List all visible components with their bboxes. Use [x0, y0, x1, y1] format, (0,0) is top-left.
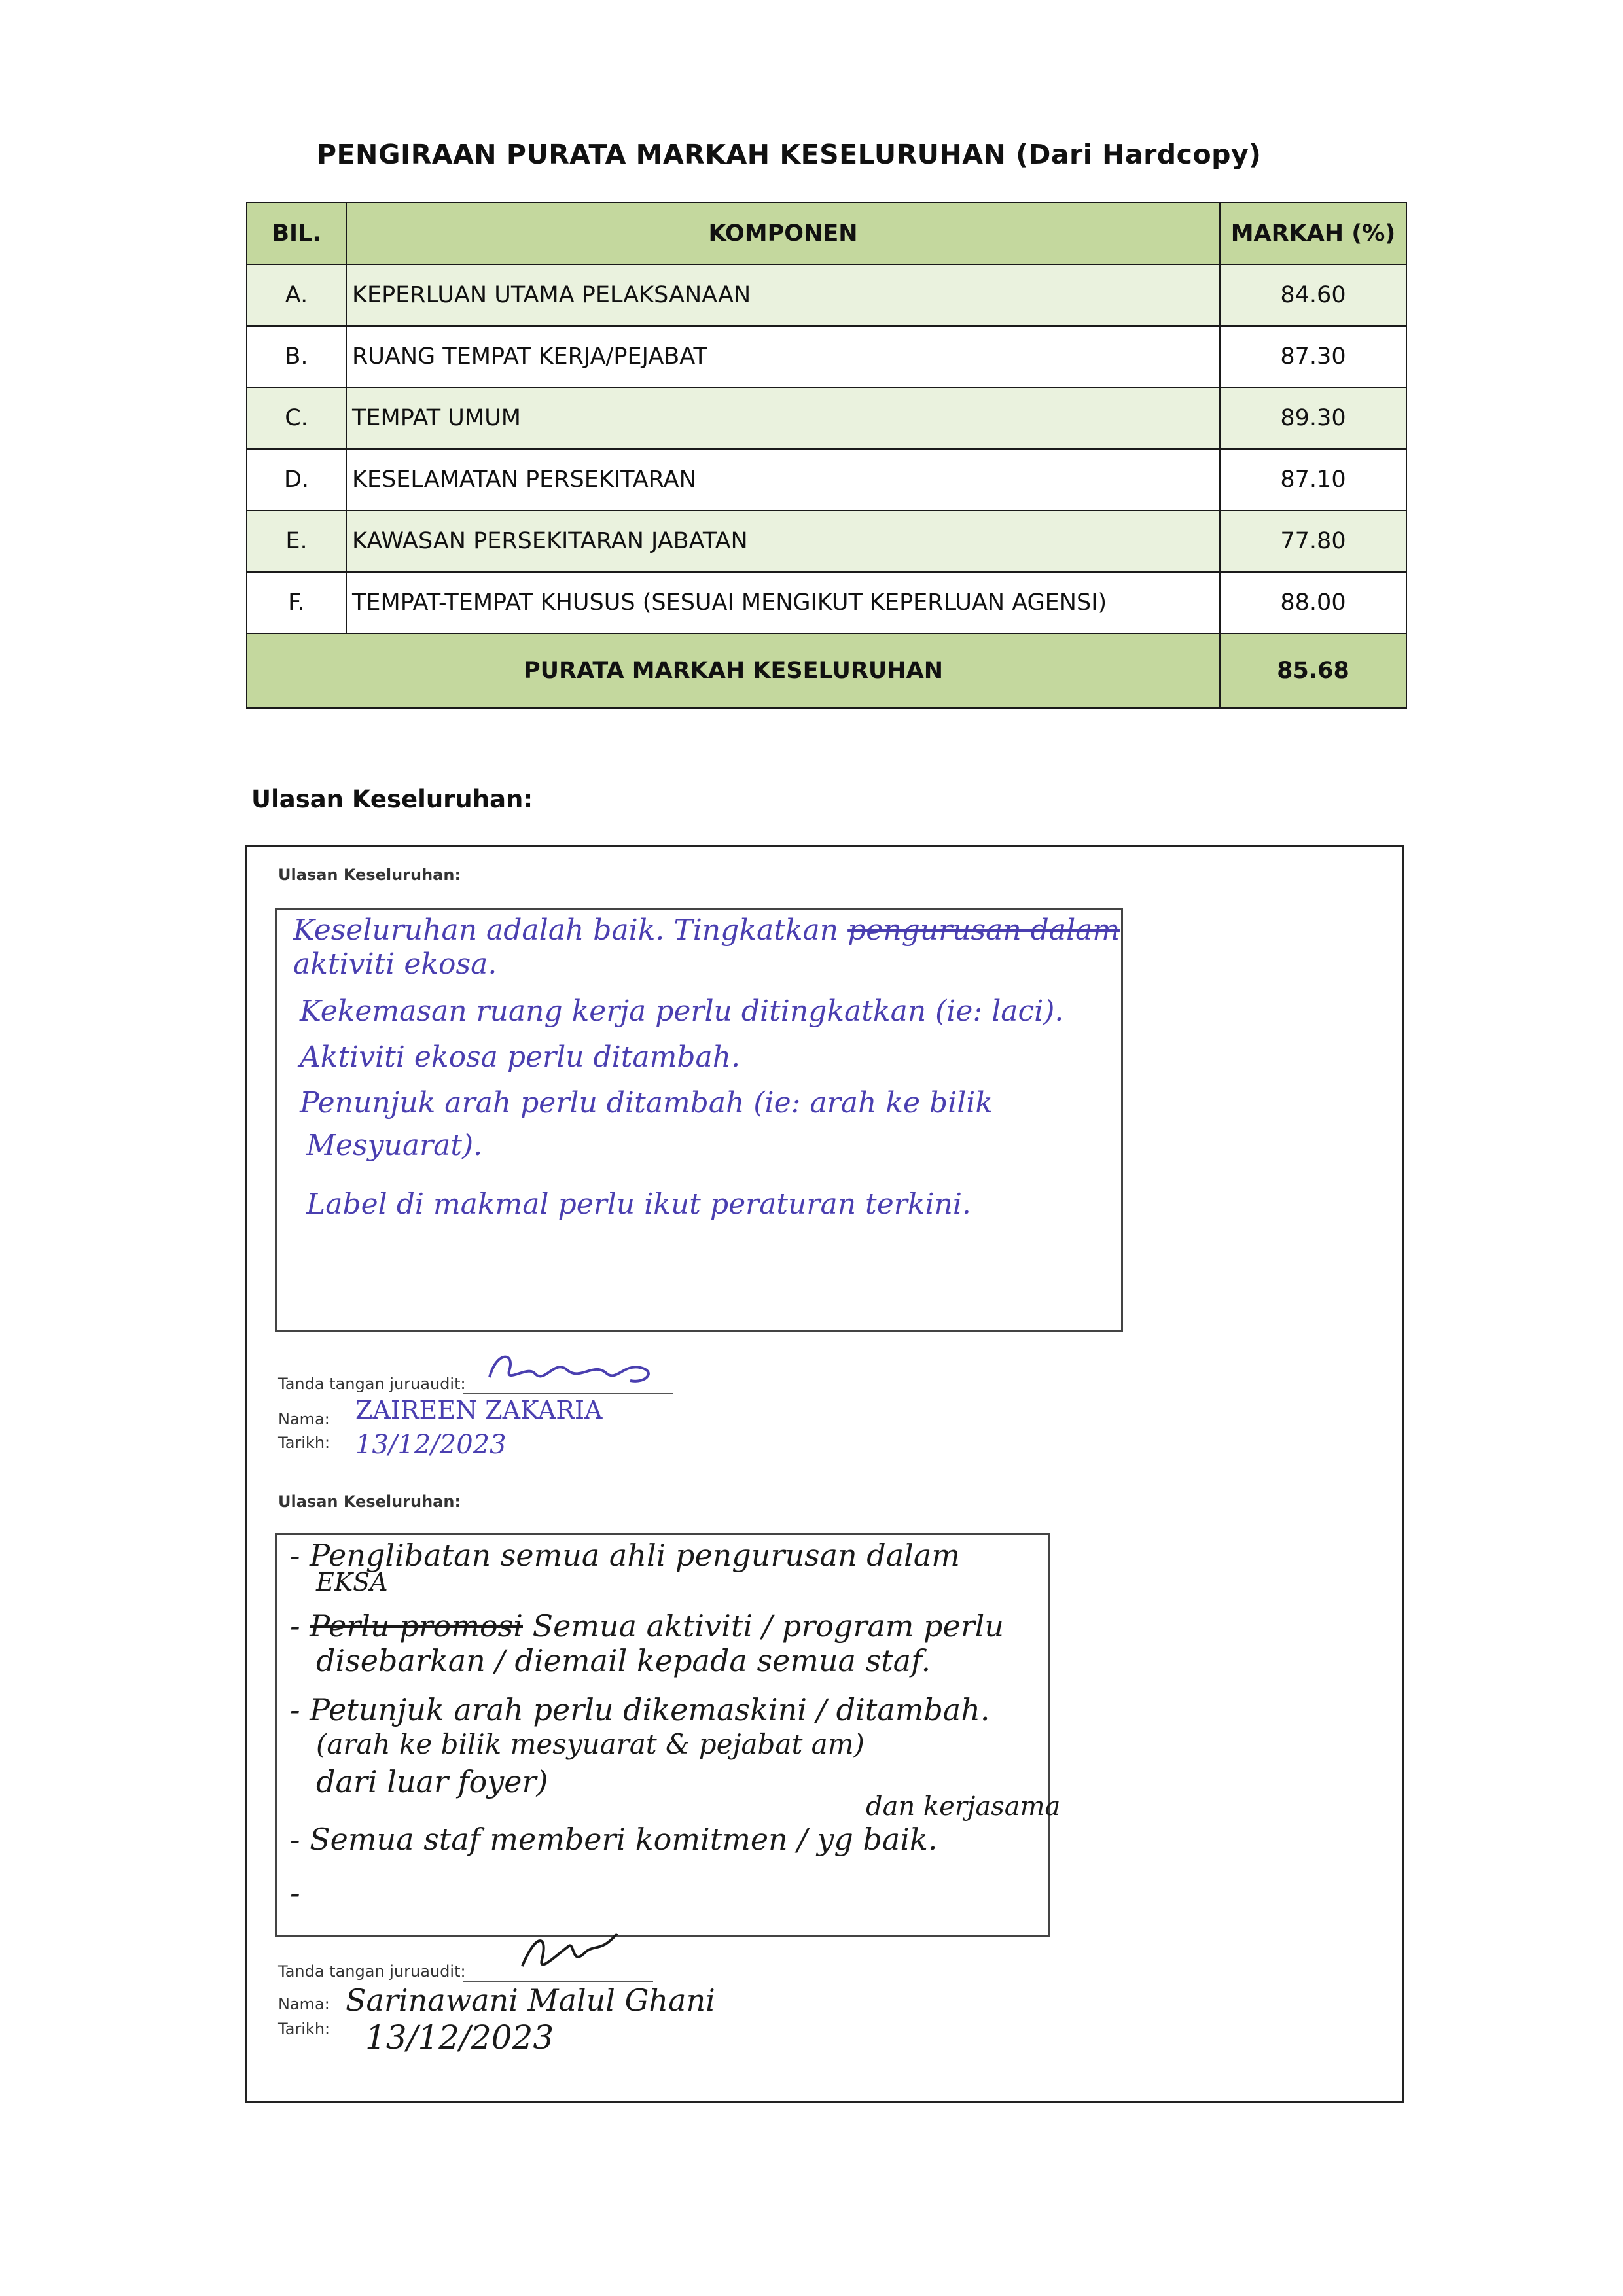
review1-heading: Ulasan Keseluruhan:	[278, 866, 461, 884]
review2-line	[290, 1608, 1004, 1644]
review2-line-text: Semua aktiviti / program perlu	[532, 1608, 1005, 1644]
row-markah: 88.00	[1220, 572, 1406, 633]
review1-line-text: Keseluruhan adalah baik. Tingkatkan	[293, 913, 839, 947]
review2-line: -	[290, 1875, 300, 1911]
total-row	[247, 633, 1406, 708]
review1-line: aktiviti ekosa.	[293, 947, 497, 981]
row-komponen: TEMPAT-TEMPAT KHUSUS (SESUAI MENGIKUT KEPERLUAN AGENSI)	[346, 572, 1220, 633]
review1-signature	[483, 1345, 666, 1397]
table-row	[247, 264, 1406, 326]
table-row	[247, 510, 1406, 572]
review2-line: - Penglibatan semua ahli pengurusan dalam	[290, 1538, 960, 1573]
review1-strike-text: pengurusan dalam	[847, 913, 1120, 947]
review1-line	[293, 913, 1120, 947]
table-header-row	[247, 203, 1406, 264]
review2-signature-label: Tanda tangan juruaudit:	[278, 1962, 466, 1981]
review2-date: 13/12/2023	[365, 2019, 554, 2057]
row-markah: 89.30	[1220, 387, 1406, 449]
row-komponen: KESELAMATAN PERSEKITARAN	[346, 449, 1220, 510]
scanned-review-frame	[245, 845, 1404, 2103]
review1-name: ZAIREEN ZAKARIA	[355, 1396, 603, 1424]
row-komponen: KEPERLUAN UTAMA PELAKSANAAN	[346, 264, 1220, 326]
review2-line: EKSA	[316, 1568, 388, 1597]
header-markah: MARKAH (%)	[1220, 203, 1406, 264]
review2-name-label: Nama:	[278, 1995, 330, 2013]
table-row	[247, 326, 1406, 387]
total-label: PURATA MARKAH KESELURUHAN	[247, 633, 1220, 708]
review2-line: - Petunjuk arah perlu dikemaskini / ditambah.	[290, 1692, 990, 1727]
review2-line: dan kerjasama	[866, 1792, 1061, 1822]
row-bil: C.	[247, 387, 346, 449]
row-markah: 87.10	[1220, 449, 1406, 510]
review2-line-prefix: -	[290, 1608, 310, 1644]
review1-line: Label di makmal perlu ikut peraturan terkini.	[306, 1188, 971, 1221]
review1-name-label: Nama:	[278, 1410, 330, 1428]
total-value: 85.68	[1220, 633, 1406, 708]
table-row	[247, 572, 1406, 633]
review2-signature	[509, 1920, 640, 1986]
row-bil: A.	[247, 264, 346, 326]
review2-heading: Ulasan Keseluruhan:	[278, 1492, 461, 1511]
review2-date-label: Tarikh:	[278, 2020, 330, 2038]
row-komponen: KAWASAN PERSEKITARAN JABATAN	[346, 510, 1220, 572]
review2-strike-text: Perlu promosi	[310, 1608, 523, 1644]
score-table	[246, 202, 1407, 709]
header-bil: BIL.	[247, 203, 346, 264]
table-row	[247, 387, 1406, 449]
row-komponen: RUANG TEMPAT KERJA/PEJABAT	[346, 326, 1220, 387]
row-bil: B.	[247, 326, 346, 387]
row-bil: D.	[247, 449, 346, 510]
review1-comment-box	[275, 908, 1123, 1332]
page-title: PENGIRAAN PURATA MARKAH KESELURUHAN (Dari Hardcopy)	[317, 139, 1262, 170]
review2-line: disebarkan / diemail kepada semua staf.	[316, 1643, 931, 1678]
review2-line: dari luar foyer)	[316, 1764, 548, 1799]
review2-comment-box	[275, 1533, 1061, 1937]
review1-line: Aktiviti ekosa perlu ditambah.	[300, 1040, 741, 1074]
row-bil: F.	[247, 572, 346, 633]
review2-line: (arah ke bilik mesyuarat & pejabat am)	[316, 1728, 865, 1760]
overall-review-heading: Ulasan Keseluruhan:	[251, 785, 533, 813]
row-komponen: TEMPAT UMUM	[346, 387, 1220, 449]
review1-line: Mesyuarat).	[306, 1129, 483, 1162]
table-row	[247, 449, 1406, 510]
review1-signature-label: Tanda tangan juruaudit:	[278, 1375, 466, 1393]
row-bil: E.	[247, 510, 346, 572]
row-markah: 77.80	[1220, 510, 1406, 572]
review2-name: Sarinawani Malul Ghani	[346, 1983, 715, 2018]
review1-line: Kekemasan ruang kerja perlu ditingkatkan (ie: laci).	[300, 995, 1064, 1028]
review2-line: - Semua staf memberi komitmen / yg baik.	[290, 1822, 938, 1857]
row-markah: 84.60	[1220, 264, 1406, 326]
review1-date: 13/12/2023	[355, 1430, 507, 1460]
header-komponen: KOMPONEN	[346, 203, 1220, 264]
review1-line: Penunjuk arah perlu ditambah (ie: arah ke bilik	[300, 1086, 993, 1120]
row-markah: 87.30	[1220, 326, 1406, 387]
review1-date-label: Tarikh:	[278, 1434, 330, 1452]
